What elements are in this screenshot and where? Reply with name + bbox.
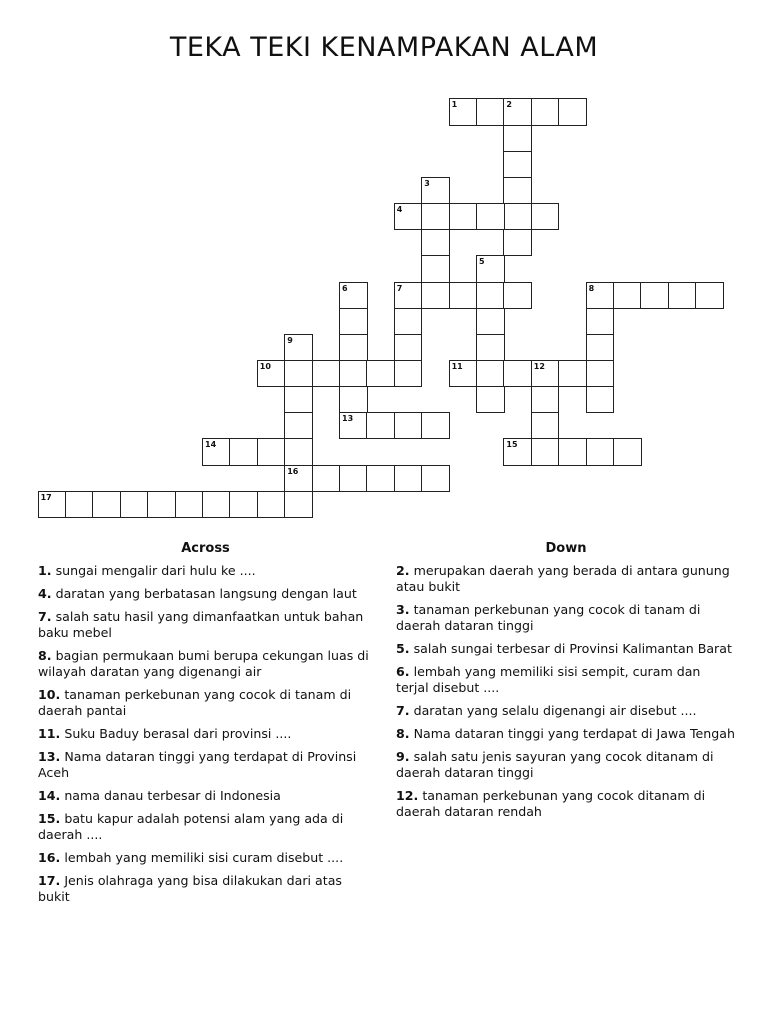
grid-cell[interactable] — [503, 360, 532, 387]
grid-cell[interactable] — [449, 203, 478, 230]
grid-cell[interactable] — [284, 334, 313, 361]
down-clue — [396, 726, 736, 742]
across-clue — [38, 850, 373, 866]
grid-cell[interactable] — [394, 412, 423, 439]
grid-cell[interactable] — [586, 282, 615, 309]
across-clue — [38, 586, 373, 602]
grid-cell[interactable] — [640, 282, 669, 309]
down-clue — [396, 703, 736, 719]
clue-number: 4 — [396, 205, 403, 215]
grid-cell[interactable] — [339, 465, 368, 492]
grid-cell[interactable] — [668, 282, 697, 309]
grid-cell[interactable] — [257, 438, 286, 465]
grid-cell[interactable] — [366, 412, 395, 439]
grid-cell[interactable] — [558, 98, 587, 125]
grid-cell[interactable] — [366, 360, 395, 387]
grid-cell[interactable] — [476, 282, 505, 309]
across-clues — [38, 541, 373, 912]
clue-label-number: 16. — [38, 850, 61, 865]
grid-cell[interactable] — [147, 491, 176, 518]
clue-label-number: 1. — [38, 563, 52, 578]
grid-cell[interactable] — [449, 98, 478, 125]
grid-cell[interactable] — [449, 360, 478, 387]
grid-cell[interactable] — [476, 203, 505, 230]
grid-cell[interactable] — [284, 491, 313, 518]
clue-label-number: 8. — [396, 726, 410, 741]
down-clues — [396, 541, 736, 827]
grid-cell[interactable] — [503, 98, 532, 125]
grid-cell[interactable] — [257, 491, 286, 518]
grid-cell[interactable] — [284, 465, 313, 492]
grid-cell[interactable] — [503, 151, 532, 178]
clue-text: tanaman perkebunan yang cocok di tanam di daerah dataran tinggi — [396, 602, 701, 633]
grid-cell[interactable] — [586, 308, 615, 335]
down-heading: Down — [545, 541, 587, 556]
clue-number: 5 — [479, 257, 485, 267]
grid-cell[interactable] — [421, 465, 450, 492]
grid-cell[interactable] — [476, 255, 505, 282]
grid-cell[interactable] — [531, 98, 560, 125]
grid-cell[interactable] — [339, 334, 368, 361]
grid-cell[interactable] — [175, 491, 204, 518]
across-clue — [38, 811, 373, 843]
grid-cell[interactable] — [284, 412, 313, 439]
grid-cell[interactable] — [421, 282, 450, 309]
clue-number: 1 — [451, 100, 458, 110]
clue-text: merupakan daerah yang berada di antara gunung atau bukit — [396, 563, 730, 594]
clue-label-number: 15. — [38, 811, 61, 826]
down-clue-list — [396, 563, 736, 820]
grid-cell[interactable] — [613, 282, 642, 309]
across-clue — [38, 788, 373, 804]
grid-cell[interactable] — [394, 282, 423, 309]
grid-cell[interactable] — [120, 491, 149, 518]
down-clue — [396, 788, 736, 820]
clue-text: lembah yang memiliki sisi curam disebut .... — [64, 850, 344, 865]
clue-number: 14 — [205, 440, 217, 450]
clue-number: 3 — [424, 178, 430, 188]
across-clue — [38, 563, 373, 579]
grid-cell[interactable] — [229, 438, 258, 465]
clue-label-number: 9. — [396, 749, 410, 764]
grid-cell[interactable] — [531, 412, 560, 439]
clue-label-number: 12. — [396, 788, 419, 803]
grid-cell[interactable] — [586, 334, 615, 361]
across-clue — [38, 648, 373, 680]
grid-cell[interactable] — [229, 491, 258, 518]
grid-cell[interactable] — [421, 229, 450, 256]
clue-text: tanaman perkebunan yang cocok di tanam di daerah pantai — [38, 687, 352, 718]
puzzle-title: TEKA TEKI KENAMPAKAN ALAM — [169, 32, 599, 63]
clue-label-number: 17. — [38, 873, 61, 888]
grid-cell[interactable] — [476, 308, 505, 335]
grid-cell[interactable] — [394, 334, 423, 361]
grid-cell[interactable] — [394, 203, 423, 230]
clue-number: 11 — [451, 361, 463, 371]
grid-cell[interactable] — [503, 203, 532, 230]
grid-cell[interactable] — [503, 177, 532, 204]
clue-label-number: 3. — [396, 602, 410, 617]
down-clue — [396, 602, 736, 634]
grid-cell[interactable] — [202, 491, 231, 518]
grid-cell[interactable] — [421, 412, 450, 439]
clue-number: 13 — [342, 414, 354, 424]
grid-cell[interactable] — [421, 203, 450, 230]
clue-label-number: 5. — [396, 641, 410, 656]
clue-label-number: 10. — [38, 687, 61, 702]
grid-cell[interactable] — [476, 360, 505, 387]
grid-cell[interactable] — [312, 465, 341, 492]
grid-cell[interactable] — [586, 360, 615, 387]
grid-cell[interactable] — [92, 491, 121, 518]
down-clue — [396, 664, 736, 696]
grid-cell[interactable] — [339, 282, 368, 309]
clue-label-number: 11. — [38, 726, 61, 741]
grid-cell[interactable] — [339, 386, 368, 413]
grid-cell[interactable] — [38, 491, 67, 518]
grid-cell[interactable] — [531, 386, 560, 413]
clue-text: sungai mengalir dari hulu ke .... — [55, 563, 256, 578]
grid-cell[interactable] — [394, 308, 423, 335]
clue-label-number: 14. — [38, 788, 61, 803]
grid-cell[interactable] — [503, 229, 532, 256]
grid-cell[interactable] — [476, 98, 505, 125]
clue-text: daratan yang berbatasan langsung dengan laut — [55, 586, 357, 601]
across-clue — [38, 873, 373, 905]
grid-cell[interactable] — [202, 438, 231, 465]
grid-cell[interactable] — [284, 438, 313, 465]
grid-cell[interactable] — [394, 360, 423, 387]
clue-number: 10 — [259, 361, 271, 371]
clue-text: Nama dataran tinggi yang terdapat di Provinsi Aceh — [38, 749, 357, 780]
grid-cell[interactable] — [503, 282, 532, 309]
clue-label-number: 6. — [396, 664, 410, 679]
clue-number: 16 — [287, 466, 299, 476]
clue-text: tanaman perkebunan yang cocok ditanam di daerah dataran rendah — [396, 788, 706, 819]
grid-cell[interactable] — [531, 360, 560, 387]
clue-text: Jenis olahraga yang bisa dilakukan dari atas bukit — [38, 873, 342, 904]
grid-cell[interactable] — [312, 360, 341, 387]
grid-cell[interactable] — [339, 360, 368, 387]
clue-number: 2 — [506, 100, 512, 110]
across-clue-list — [38, 563, 373, 905]
grid-cell[interactable] — [476, 386, 505, 413]
down-clue — [396, 641, 736, 657]
down-clue — [396, 563, 736, 595]
clue-label-number: 4. — [38, 586, 52, 601]
clue-number: 9 — [287, 335, 293, 345]
clue-text: salah sungai terbesar di Provinsi Kalimantan Barat — [413, 641, 732, 656]
grid-cell[interactable] — [558, 438, 587, 465]
clue-number: 8 — [588, 283, 595, 293]
clue-number: 15 — [506, 440, 518, 450]
grid-cell[interactable] — [503, 438, 532, 465]
clue-text: Nama dataran tinggi yang terdapat di Jawa Tengah — [413, 726, 735, 741]
clue-number: 12 — [533, 361, 545, 371]
clue-number: 7 — [396, 283, 403, 293]
across-heading: Across — [181, 541, 230, 556]
grid-cell[interactable] — [366, 465, 395, 492]
clue-label-number: 7. — [38, 609, 52, 624]
clue-text: salah satu hasil yang dimanfaatkan untuk bahan baku mebel — [38, 609, 364, 640]
clue-text: salah satu jenis sayuran yang cocok ditanam di daerah dataran tinggi — [396, 749, 714, 780]
clue-text: batu kapur adalah potensi alam yang ada di daerah .... — [38, 811, 344, 842]
grid-cell[interactable] — [284, 360, 313, 387]
grid-cell[interactable] — [531, 438, 560, 465]
grid-cell[interactable] — [476, 334, 505, 361]
down-clue — [396, 749, 736, 781]
across-clue — [38, 687, 373, 719]
grid-cell[interactable] — [339, 308, 368, 335]
grid-cell[interactable] — [503, 125, 532, 152]
grid-cell[interactable] — [586, 386, 615, 413]
grid-cell[interactable] — [339, 412, 368, 439]
grid-cell[interactable] — [695, 282, 724, 309]
clue-text: daratan yang selalu digenangi air disebut .... — [413, 703, 697, 718]
grid-cell[interactable] — [257, 360, 286, 387]
across-clue — [38, 609, 373, 641]
grid-cell[interactable] — [65, 491, 94, 518]
clue-text: Suku Baduy berasal dari provinsi .... — [64, 726, 292, 741]
clue-text: nama danau terbesar di Indonesia — [64, 788, 281, 803]
clue-label-number: 7. — [396, 703, 410, 718]
grid-cell[interactable] — [421, 177, 450, 204]
grid-cell[interactable] — [421, 255, 450, 282]
grid-cell[interactable] — [284, 386, 313, 413]
across-clue — [38, 726, 373, 742]
clue-text: lembah yang memiliki sisi sempit, curam dan terjal disebut .... — [396, 664, 701, 695]
clue-number: 6 — [342, 283, 348, 293]
grid-cell[interactable] — [613, 438, 642, 465]
clue-label-number: 8. — [38, 648, 52, 663]
grid-cell[interactable] — [586, 438, 615, 465]
grid-cell[interactable] — [558, 360, 587, 387]
clue-number: 17 — [40, 492, 52, 502]
grid-cell[interactable] — [394, 465, 423, 492]
across-clue — [38, 749, 373, 781]
clue-label-number: 13. — [38, 749, 61, 764]
grid-cell[interactable] — [531, 203, 560, 230]
clue-text: bagian permukaan bumi berupa cekungan luas di wilayah daratan yang digenangi air — [38, 648, 369, 679]
grid-cell[interactable] — [449, 282, 478, 309]
clue-label-number: 2. — [396, 563, 410, 578]
